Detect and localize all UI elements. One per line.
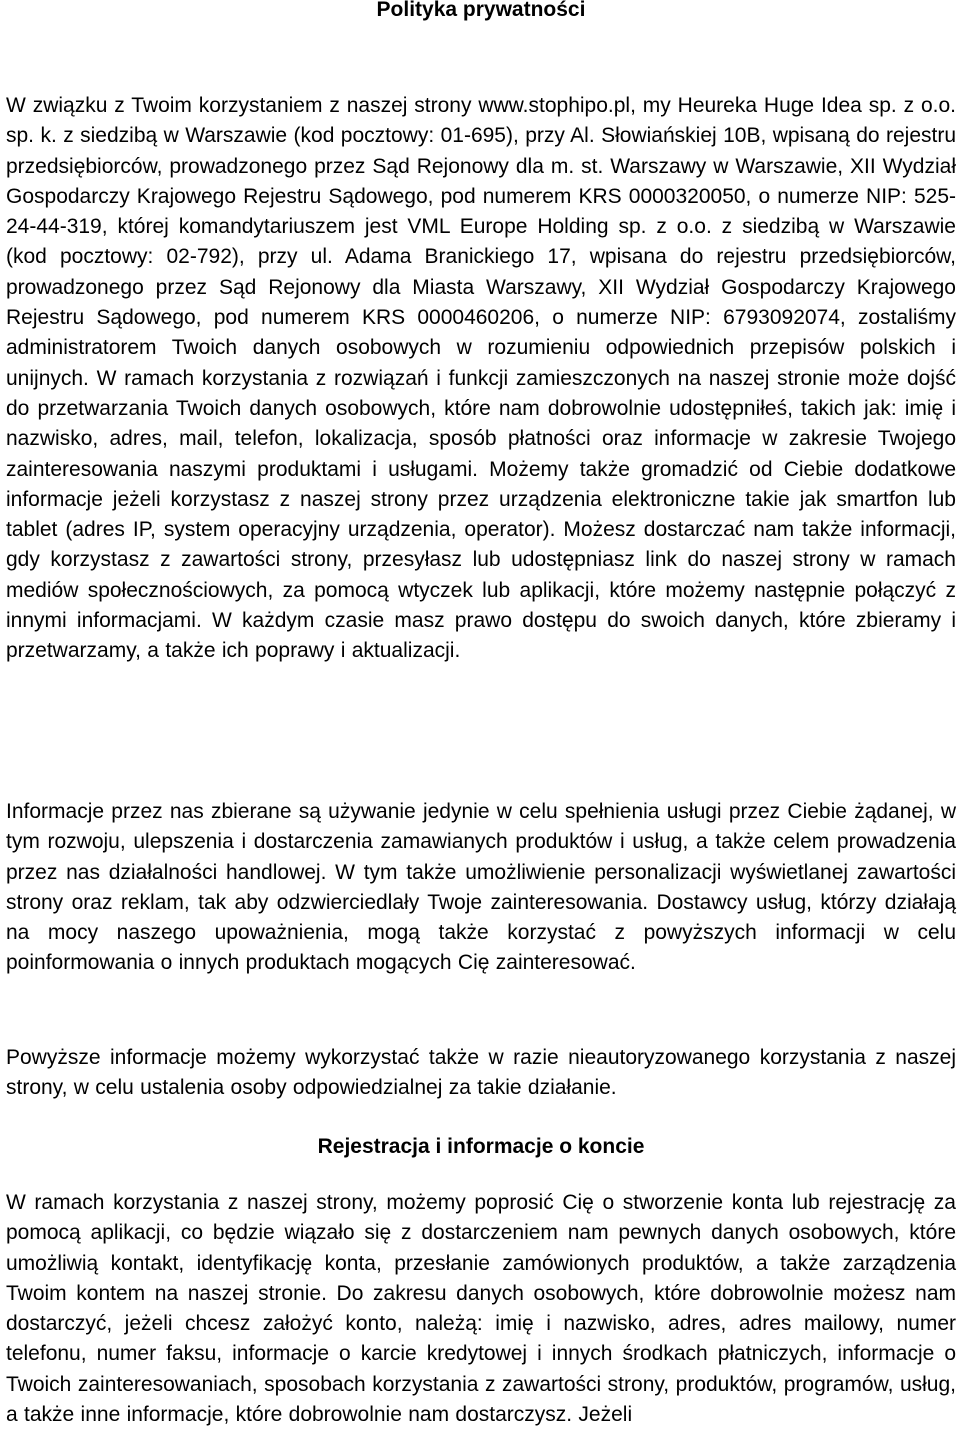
section-heading-registration: Rejestracja i informacje o koncie [317, 1135, 645, 1158]
document-page [6, 0, 956, 1427]
paragraph-administrator: W związku z Twoim korzystaniem z naszej strony www.stophipo.pl, my Heureka Huge Idea sp. z o.o. sp. k. z siedzibą w Warszawie (kod pocztowy: 01-695), przy Al. Słowiańskiej 10B, wpisaną do rejestru przedsiębiorców, prowadzonego przez Sąd Rejonowy dla m. st. Warszawy w Warszawie, XII Wydział Gospodarczy Krajowego Rejestru Sądowego, pod numerem KRS 0000320050, o numerze NIP: 525-24-44-319, której komandytariuszem jest VML Europe Holding sp. z o.o. z siedzibą w Warszawie (kod pocztowy: 02-792), przy ul. Adama Branickiego 17, wpisana do rejestru przedsiębiorców, prowadzonego przez Sąd Rejonowy dla Miasta Warszawy, XII Wydział Gospodarczy Krajowego Rejestru Sądowego, pod numerem KRS 0000460206, o numerze NIP: 6793092074, zostaliśmy administratorem Twoich danych osobowych w rozumieniu odpowiednich przepisów polskich i unijnych. W ramach korzystania z rozwiązań i funkcji zamieszczonych na naszej stronie może dojść do przetwarzania Twoich danych osobowych, które nam dobrowolnie udostępniłeś, takich jak: imię i nazwisko, adres, mail, telefon, lokalizacja, sposób płatności oraz informacje w zakresie Twojego zainteresowania naszymi produktami i usługami. Możemy także gromadzić od Ciebie dodatkowe informacje jeżeli korzystasz z naszej strony przez urządzenia elektroniczne takie jak smartfon lub tablet (adres IP, system operacyjny urządzenia, operator). Możesz dostarczać nam także informacji, gdy korzystasz z zawartości strony, przesyłasz lub udostępniasz link do naszej strony w ramach mediów społecznościowych, za pomocą wtyczek lub aplikacji, które możemy następnie połączyć z innymi informacjami. W każdym czasie masz prawo dostępu do swoich danych, które zbieramy i przetwarzamy, a także ich poprawy i aktualizacji. [6, 94, 956, 663]
paragraph-registration: W ramach korzystania z naszej strony, możemy poprosić Cię o stworzenie konta lub rejestrację za pomocą aplikacji, co będzie wiązało się z dostarczeniem nam pewnych danych osobowych, które umożliwią kontakt, identyfikację konta, przesłanie zamówionych produktów, a także zarządzenia Twoim kontem na naszej stronie. Do zakresu danych osobowych, które dobrowolnie możesz nam dostarczyć, jeżeli chcesz założyć konto, należą: imię i nazwisko, adres, adres mailowy, numer telefonu, numer faksu, informacje o karcie kredytowej i innych środkach płatniczych, informacje o Twoich zainteresowaniach, sposobach korzystania z zawartości strony, produktów, programów, usług, a także inne informacje, które dobrowolnie nam dostarczysz. Jeżeli [6, 1191, 956, 1427]
paragraph-data-usage: Informacje przez nas zbierane są używanie jedynie w celu spełnienia usługi przez Ciebie żądanej, w tym rozwoju, ulepszenia i dostarczenia zamawianych produktów i usług, a także celem prowadzenia przez nas działalności handlowej. W tym także umożliwienie personalizacji wyświetlanej zawartości strony oraz reklam, tak aby odzwierciedlały Twoje zainteresowania. Dostawcy usług, którzy działają na mocy naszego upoważnienia, mogą także korzystać z powyższych informacji w celu poinformowania o innych produktach mogących Cię zainteresować. [6, 800, 956, 975]
page-title: Polityka prywatności [376, 0, 586, 21]
paragraph-unauthorized-use: Powyższe informacje możemy wykorzystać także w razie nieautoryzowanego korzystania z naszej strony, w celu ustalenia osoby odpowiedzialnej za takie działanie. [6, 1046, 956, 1100]
